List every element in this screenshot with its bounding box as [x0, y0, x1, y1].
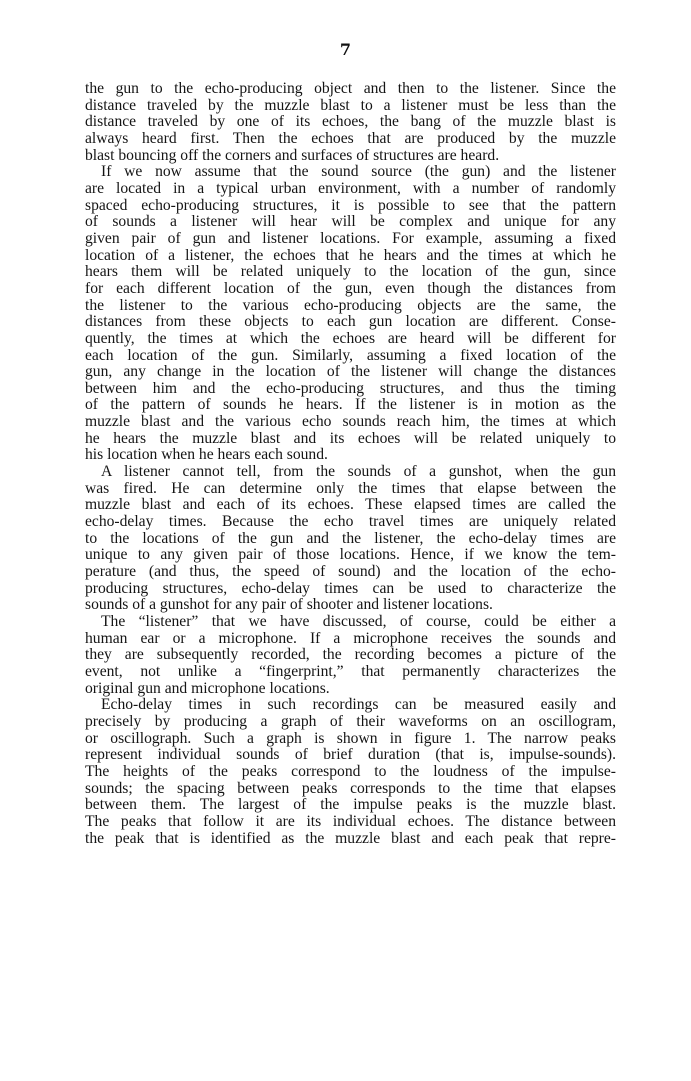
text-line: to the locations of the gun and the listener, the echo-delay times are: [85, 529, 616, 547]
text-line: blast bouncing off the corners and surfaces of structures are heard.: [85, 146, 500, 164]
text-line: are located in a typical urban environment, with a number of randomly: [85, 179, 616, 197]
text-line: or oscillograph. Such a graph is shown in figure 1. The narrow peaks: [85, 729, 616, 747]
text-line: precisely by producing a graph of their waveforms on an oscillogram,: [85, 712, 616, 730]
text-line: distances from these objects to each gun location are different. Conse-: [85, 313, 616, 331]
paragraph: [85, 81, 616, 164]
text-line: perature (and thus, the speed of sound) and the location of the echo-: [85, 563, 616, 581]
text-line: they are subsequently recorded, the recording becomes a picture of the: [85, 646, 616, 664]
body-text: [85, 81, 616, 847]
text-line: spaced echo-producing structures, it is possible to see that the pattern: [85, 196, 616, 214]
text-line: muzzle blast and each of its echoes. These elapsed times are called the: [85, 496, 616, 514]
text-line: muzzle blast and the various echo sounds reach him, the times at which: [85, 413, 616, 431]
text-line: given pair of gun and listener locations. For example, assuming a fixed: [85, 229, 616, 247]
text-line: he hears the muzzle blast and its echoes will be related uniquely to: [85, 429, 616, 447]
text-line: producing structures, echo-delay times can be used to characterize the: [85, 579, 616, 597]
text-line: The heights of the peaks correspond to the loudness of the impulse-: [85, 762, 616, 780]
text-line: human ear or a microphone. If a microphone receives the sounds and: [85, 629, 616, 647]
text-line: his location when he hears each sound.: [85, 446, 328, 464]
paragraph: [85, 464, 616, 614]
text-line: The “listener” that we have discussed, of course, could be either a: [101, 613, 616, 630]
paragraph: [85, 614, 616, 697]
text-line: original gun and microphone locations.: [85, 679, 330, 697]
text-line: for each different location of the gun, even though the distances from: [85, 279, 616, 297]
text-line: always heard first. Then the echoes that are produced by the muzzle: [85, 129, 616, 147]
text-line: distance traveled by one of its echoes, the bang of the muzzle blast is: [85, 113, 616, 131]
text-line: represent individual sounds of brief duration (that is, impulse-sounds).: [85, 746, 616, 764]
text-line: the peak that is identified as the muzzle blast and each peak that repre-: [85, 829, 616, 847]
text-line: between them. The largest of the impulse peaks is the muzzle blast.: [85, 796, 616, 814]
text-line: location of a listener, the echoes that he hears and the times at which he: [85, 246, 616, 264]
text-line: quently, the times at which the echoes are heard will be different for: [85, 329, 616, 347]
text-line: between him and the echo-producing structures, and thus the timing: [85, 379, 616, 397]
paragraph: [85, 164, 616, 464]
text-line: sounds; the spacing between peaks corresponds to the time that elapses: [85, 779, 616, 797]
text-line: of sounds a listener will hear will be complex and unique for any: [85, 213, 616, 231]
text-line: The peaks that follow it are its individual echoes. The distance between: [85, 812, 616, 830]
text-line: the gun to the echo-producing object and then to the listener. Since the: [85, 80, 616, 97]
text-line: gun, any change in the location of the listener will change the distances: [85, 363, 616, 381]
text-line: echo-delay times. Because the echo travel times are uniquely related: [85, 513, 616, 531]
text-line: the listener to the various echo-producing objects are the same, the: [85, 296, 616, 314]
text-line: event, not unlike a “fingerprint,” that permanently characterizes the: [85, 662, 616, 680]
text-line: If we now assume that the sound source (the gun) and the listener: [101, 163, 616, 181]
text-line: sounds of a gunshot for any pair of shooter and listener locations.: [85, 596, 493, 614]
text-line: hears them will be related uniquely to the location of the gun, since: [85, 263, 616, 281]
text-line: was fired. He can determine only the times that elapse between the: [85, 479, 616, 497]
text-line: A listener cannot tell, from the sounds of a gunshot, when the gun: [101, 463, 616, 481]
text-line: distance traveled by the muzzle blast to a listener must be less than the: [85, 96, 616, 114]
text-line: of the pattern of sounds he hears. If the listener is in motion as the: [85, 396, 616, 414]
text-line: unique to any given pair of those locations. Hence, if we know the tem-: [85, 546, 616, 564]
paragraph: [85, 697, 616, 847]
text-line: Echo-delay times in such recordings can be measured easily and: [101, 696, 616, 714]
text-line: each location of the gun. Similarly, assuming a fixed location of the: [85, 346, 616, 364]
page-number: 7: [339, 40, 352, 59]
